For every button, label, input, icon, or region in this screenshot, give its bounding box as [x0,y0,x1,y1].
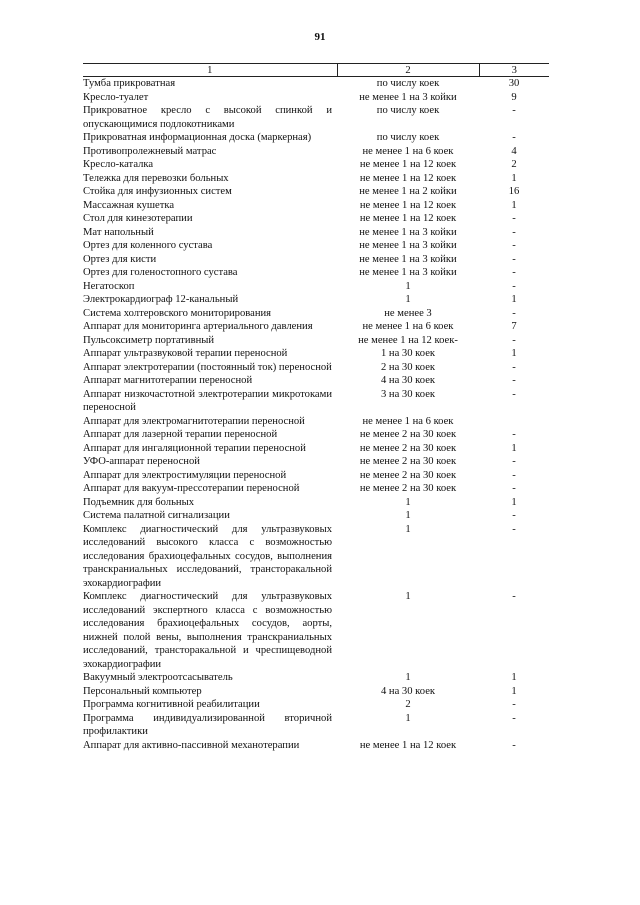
table-row [83,671,549,685]
norm-cell: не менее 1 на 3 койки [359,240,457,251]
table-row [83,509,549,523]
quantity-cell: 2 [511,159,517,170]
table-row [83,442,549,456]
equipment-name-cell: Аппарат для ингаляционной терапии переносной [83,442,306,454]
equipment-name-cell: Аппарат низкочастотной электротерапии микротоками переносной [83,388,332,413]
quantity-cell: 1 [511,442,517,454]
table-row [83,347,549,361]
norm-cell: не менее 1 на 6 коек [362,145,454,157]
table-row [83,523,549,591]
norm-cell: 1 [405,510,411,521]
quantity-cell: - [512,361,516,373]
norm-cell: 2 [405,699,411,710]
page-number: 91 [314,31,326,43]
equipment-name-cell: Комплекс диагностический для ультразвуковых исследований высокого класса с возможностью исследования брахиоцефальных сосудов, выполнения транскраниальных исследований, трансторакальной эхокардиографии [83,523,332,589]
quantity-cell: 1 [511,348,517,359]
quantity-cell: 1 [511,199,517,211]
equipment-name-cell: Аппарат для вакуум-прессотерапии переносной [83,483,300,494]
quantity-cell: 1 [511,496,517,508]
quantity-cell: - [512,267,516,278]
norm-cell: 1 [405,294,411,305]
equipment-name-cell: Подъемник для больных [83,496,194,508]
quantity-cell: - [512,483,516,494]
norm-cell: не менее 1 на 3 койки [359,91,457,103]
equipment-name-cell: Массажная кушетка [83,199,175,211]
norm-cell: 1 на 30 коек [380,348,436,359]
table-row [83,361,549,375]
norm-cell: 1 [405,672,411,683]
equipment-name-cell: Ортез для голеностопного сустава [83,267,238,278]
equipment-name-cell: Ортез для кисти [83,253,157,265]
equipment-name-cell: Аппарат для лазерной терапии переносной [83,429,278,440]
norm-cell: не менее 2 на 30 коек [359,456,457,467]
equipment-name-cell: Стол для кинезотерапии [83,213,193,224]
equipment-name-cell: Ортез для коленного сустава [83,240,213,251]
norm-cell: не менее 1 на 12 коек [359,213,457,224]
equipment-name-cell: Система холтеровского мониторирования [83,307,272,319]
norm-cell: 3 на 30 коек [380,388,436,400]
table-header-row [83,64,549,77]
quantity-cell: 4 [511,145,517,157]
quantity-cell: 16 [508,186,520,197]
equipment-name-cell: Стойка для инфузионных систем [83,186,232,197]
equipment-table [83,63,549,752]
quantity-cell: - [512,429,516,440]
quantity-cell: - [512,226,516,238]
table-row [83,374,549,388]
quantity-cell: 1 [511,672,517,683]
quantity-cell: - [512,469,516,481]
equipment-name-cell: УФО-аппарат переносной [83,456,200,467]
quantity-cell: - [512,375,516,386]
table-row [83,590,549,671]
table-row [83,698,549,712]
quantity-cell: - [512,456,516,467]
equipment-name-cell: Персональный компьютер [83,685,202,697]
table-row [83,293,549,307]
column-header-norm: 2 [337,64,479,77]
equipment-name-cell: Тумба прикроватная [83,78,176,89]
quantity-cell: - [512,334,516,346]
table-row [83,415,549,429]
norm-cell: не менее 2 на 30 коек [359,469,457,481]
norm-cell: 1 [405,591,411,602]
equipment-name-cell: Программа когнитивной реабилитации [83,699,260,710]
equipment-name-cell: Аппарат для электромагнитотерапии переносной [83,415,305,427]
table-row [83,77,549,91]
quantity-cell: 30 [508,78,520,89]
quantity-cell: - [512,510,516,521]
norm-cell: по числу коек [376,105,440,116]
equipment-name-cell: Негатоскоп [83,280,135,292]
equipment-name-cell: Вакуумный электроотсасыватель [83,672,233,683]
table-row [83,455,549,469]
table-row [83,158,549,172]
quantity-cell: - [512,739,516,751]
norm-cell: не менее 1 на 2 койки [359,186,457,197]
equipment-name-cell: Аппарат для активно-пассивной механотерапии [83,739,300,751]
norm-cell: не менее 1 на 12 коек [359,199,457,211]
equipment-name-cell: Мат напольный [83,226,154,238]
table-row [83,239,549,253]
norm-cell: не менее 1 на 12 коек [359,739,457,751]
quantity-cell: - [512,213,516,224]
norm-cell: по числу коек [376,78,440,89]
equipment-name-cell: Комплекс диагностический для ультразвуковых исследований экспертного класса с возможностью исследования брахиоцефальных сосудов, аорты, нижней полой вены, выполнения транскраниальных исследований, трансторакальной и чреспищеводной эхокардиографии [83,591,332,670]
quantity-cell: - [512,132,516,143]
norm-cell: не менее 1 на 12 коек [359,172,457,184]
quantity-cell: 9 [511,91,517,103]
table-row [83,212,549,226]
equipment-name-cell: Программа индивидуализированной вторичной профилактики [83,712,332,737]
norm-cell: не менее 1 на 12 коек [359,159,457,170]
equipment-name-cell: Аппарат магнитотерапии переносной [83,375,253,386]
norm-cell: не менее 3 [384,307,432,319]
table-row [83,482,549,496]
equipment-name-cell: Аппарат для электростимуляции переносной [83,469,287,481]
equipment-name-cell: Электрокардиограф 12-канальный [83,294,239,305]
quantity-cell: - [512,105,516,116]
table-row [83,280,549,294]
norm-cell: не менее 1 на 6 коек [362,321,454,332]
norm-cell: 1 [405,523,411,535]
table-row [83,496,549,510]
equipment-name-cell: Аппарат ультразвуковой терапии переносной [83,348,288,359]
table-row [83,145,549,159]
norm-cell: по числу коек [376,132,440,143]
norm-cell: не менее 1 на 12 коек- [358,334,458,346]
quantity-cell [479,415,549,429]
table-row [83,334,549,348]
quantity-cell: 1 [511,172,517,184]
quantity-cell: - [512,253,516,265]
table-row [83,320,549,334]
quantity-cell: 7 [511,321,517,332]
norm-cell: не менее 2 на 30 коек [359,442,457,454]
quantity-cell: - [512,591,516,602]
table-row [83,253,549,267]
equipment-name-cell: Тележка для перевозки больных [83,172,229,184]
norm-cell: не менее 2 на 30 коек [359,483,457,494]
table-row [83,199,549,213]
quantity-cell: - [512,240,516,251]
equipment-name-cell: Прикроватное кресло с высокой спинкой и опускающимися подлокотниками [83,105,332,130]
table-row [83,307,549,321]
norm-cell: не менее 2 на 30 коек [359,429,457,440]
norm-cell: 1 [405,496,411,508]
quantity-cell: - [512,307,516,319]
table-row [83,172,549,186]
quantity-cell: - [512,699,516,710]
table-row [83,226,549,240]
table-row [83,388,549,415]
table-row [83,739,549,753]
quantity-cell: - [512,523,516,535]
norm-cell: 4 на 30 коек [380,375,436,386]
norm-cell: не менее 1 на 3 койки [359,267,457,278]
table-row [83,104,549,131]
table-row [83,428,549,442]
equipment-name-cell: Аппарат электротерапии (постоянный ток) переносной [83,361,332,373]
equipment-name-cell: Кресло-туалет [83,91,149,103]
quantity-cell: 1 [511,685,517,697]
table-row [83,469,549,483]
table-row [83,91,549,105]
table-row [83,131,549,145]
quantity-cell: - [512,280,516,292]
norm-cell: 1 [405,280,411,292]
norm-cell: не менее 1 на 3 койки [359,226,457,238]
norm-cell: 4 на 30 коек [380,685,436,697]
table-row [83,266,549,280]
equipment-name-cell: Противопролежневый матрас [83,145,217,157]
norm-cell: 1 [405,712,411,724]
equipment-name-cell: Прикроватная информационная доска (маркерная) [83,132,312,143]
equipment-name-cell: Кресло-каталка [83,159,154,170]
table-row [83,685,549,699]
equipment-name-cell: Пульсоксиметр портативный [83,334,215,346]
norm-cell: не менее 1 на 3 койки [359,253,457,265]
quantity-cell: - [512,712,516,724]
column-header-name: 1 [83,64,337,77]
column-header-quantity: 3 [479,64,549,77]
equipment-name-cell: Система палатной сигнализации [83,510,230,521]
norm-cell: 2 на 30 коек [380,361,436,373]
equipment-name-cell: Аппарат для мониторинга артериального давления [83,321,313,332]
table-row [83,185,549,199]
quantity-cell: - [512,388,516,400]
norm-cell: не менее 1 на 6 коек [362,415,454,427]
quantity-cell: 1 [511,294,517,305]
table-row [83,712,549,739]
